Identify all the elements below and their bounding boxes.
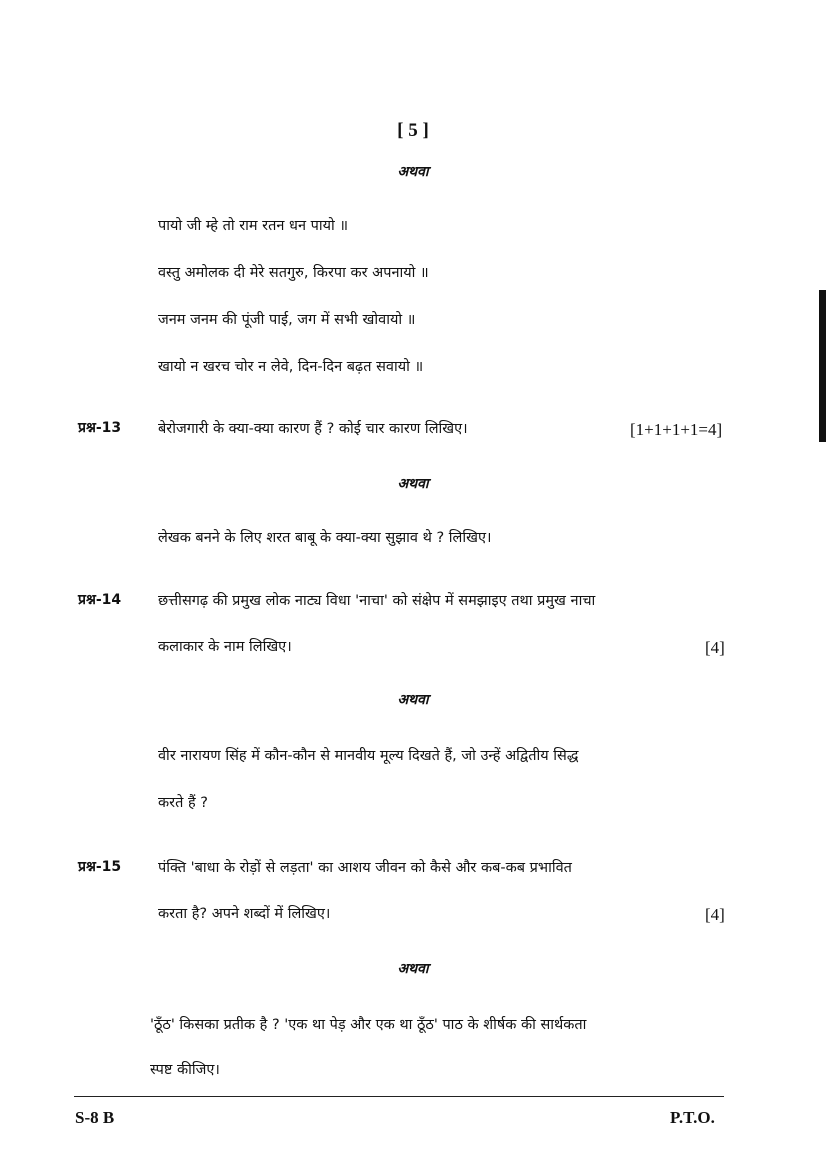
scan-edge-mark: [819, 290, 826, 442]
question-14-line-2: कलाकार के नाम लिखिए।: [158, 639, 292, 655]
question-14-alternative-line-1: वीर नारायण सिंह में कौन-कौन से मानवीय मूल्य दिखते हैं, जो उन्हें अद्वितीय सिद्ध: [158, 748, 579, 764]
page-number: [ 5 ]: [397, 120, 429, 141]
question-14-alternative-line-2: करते हैं ?: [158, 795, 208, 811]
question-15-label: प्रश्न-15: [78, 859, 122, 875]
athva-heading-q14: अथवा: [397, 692, 429, 708]
question-15-line-2: करता है? अपने शब्दों में लिखिए।: [158, 906, 331, 922]
question-14-line-1: छत्तीसगढ़ की प्रमुख लोक नाट्य विधा 'नाचा' को संक्षेप में समझाइए तथा प्रमुख नाचा: [158, 593, 596, 609]
poem-line-1: पायो जी म्हे तो राम रतन धन पायो ॥: [158, 218, 349, 234]
question-14-label: प्रश्न-14: [78, 592, 122, 608]
question-15-marks: [4]: [705, 905, 725, 924]
poem-line-4: खायो न खरच चोर न लेवे, दिन-दिन बढ़त सवायो ॥: [158, 359, 424, 375]
athva-heading-q12: अथवा: [397, 164, 429, 180]
footer-divider: [74, 1096, 724, 1097]
poem-line-3: जनम जनम की पूंजी पाई, जग में सभी खोवायो ॥: [158, 312, 416, 328]
question-13-text: बेरोजगारी के क्या-क्या कारण हैं ? कोई चार कारण लिखिए।: [158, 421, 468, 437]
poem-line-2: वस्तु अमोलक दी मेरे सतगुरु, किरपा कर अपनायो ॥: [158, 265, 429, 281]
question-15-alternative-line-1: 'ठूँठ' किसका प्रतीक है ? 'एक था पेड़ और एक था ठूँठ' पाठ के शीर्षक की सार्थकता: [150, 1017, 587, 1033]
paper-code: S-8 B: [75, 1108, 115, 1127]
question-13-marks: [1+1+1+1=4]: [630, 420, 723, 439]
athva-heading-q15: अथवा: [397, 961, 429, 977]
question-13-alternative: लेखक बनने के लिए शरत बाबू के क्या-क्या सुझाव थे ? लिखिए।: [158, 530, 492, 546]
page-turn-over: P.T.O.: [670, 1108, 715, 1127]
athva-heading-q13: अथवा: [397, 476, 429, 492]
question-15-line-1: पंक्ति 'बाधा के रोड़ों से लड़ता' का आशय जीवन को कैसे और कब-कब प्रभावित: [158, 860, 572, 876]
question-13-label: प्रश्न-13: [78, 420, 122, 436]
question-15-alternative-line-2: स्पष्ट कीजिए।: [150, 1062, 220, 1078]
question-14-marks: [4]: [705, 638, 725, 657]
